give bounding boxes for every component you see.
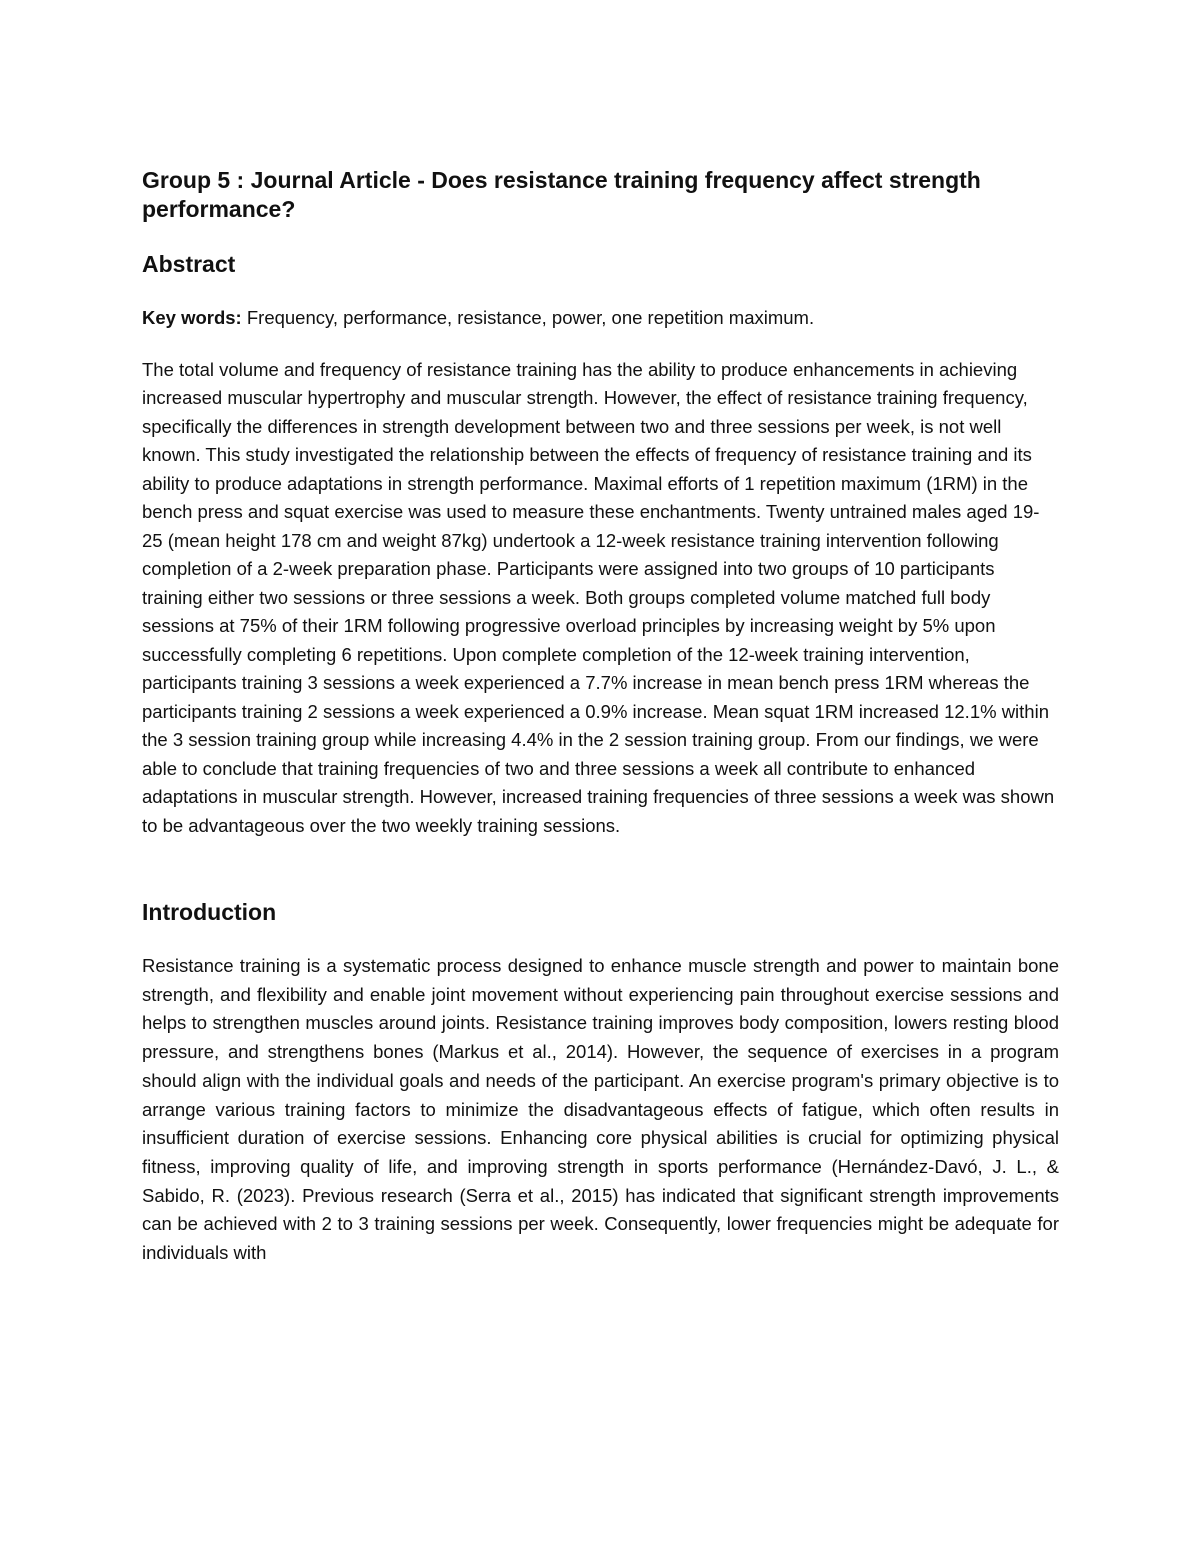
abstract-paragraph: The total volume and frequency of resistance training has the ability to produce enhancements in achieving increased muscular hypertrophy and muscular strength. However, the effect of resistance training frequency, specifically the differences in strength development between two and three sessions per week, is not well known. This study investigated the relationship between the effects of frequency of resistance training and its ability to produce adaptations in strength performance. Maximal efforts of 1 repetition maximum (1RM) in the bench press and squat exercise was used to measure these enchantments. Twenty untrained males aged 19-25 (mean height 178 cm and weight 87kg) undertook a 12-week resistance training intervention following completion of a 2-week preparation phase. Participants were assigned into two groups of 10 participants training either two sessions or three sessions a week. Both groups completed volume matched full body sessions at 75% of their 1RM following progressive overload principles by increasing weight by 5% upon successfully completing 6 repetitions. Upon complete completion of the 12-week training intervention, participants training 3 sessions a week experienced a 7.7% increase in mean bench press 1RM whereas the participants training 2 sessions a week experienced a 0.9% increase. Mean squat 1RM increased 12.1% within the 3 session training group while increasing 4.4% in the 2 session training group. From our findings, we were able to conclude that training frequencies of two and three sessions a week all contribute to enhanced adaptations in muscular strength. However, increased training frequencies of three sessions a week was shown to be advantageous over the two weekly training sessions. bbox=[142, 358, 1055, 836]
keywords-text: Frequency, performance, resistance, power, one repetition maximum. bbox=[241, 307, 815, 328]
introduction-paragraph: Resistance training is a systematic process designed to enhance muscle strength and power to maintain bone strength, and flexibility and enable joint movement without experiencing pain throughout exercise sessions and helps to strengthen muscles around joints. Resistance training improves body composition, lowers resting blood pressure, and strengthens bones (Markus et al., 2014). However, the sequence of exercises in a program should align with the individual goals and needs of the participant. An exercise program's primary objective is to arrange various training factors to minimize the disadvantageous effects of fatigue, which often results in insufficient duration of exercise sessions. Enhancing core physical abilities is crucial for optimizing physical fitness, improving quality of life, and improving strength in sports performance (Hernández-Davó, J. L., & Sabido, R. (2023). Previous research (Serra et al., 2015) has indicated that significant strength improvements can be achieved with 2 to 3 training sessions per week. Consequently, lower frequencies might be adequate for individuals with bbox=[142, 955, 1059, 1264]
abstract-heading: Abstract bbox=[142, 251, 236, 277]
keywords-label: Key words: bbox=[142, 307, 242, 328]
document-content bbox=[142, 166, 1059, 1268]
keywords-line bbox=[142, 304, 1059, 333]
introduction-heading: Introduction bbox=[142, 899, 277, 925]
document-title: Group 5 : Journal Article - Does resistance training frequency affect strength performance? bbox=[142, 167, 981, 222]
